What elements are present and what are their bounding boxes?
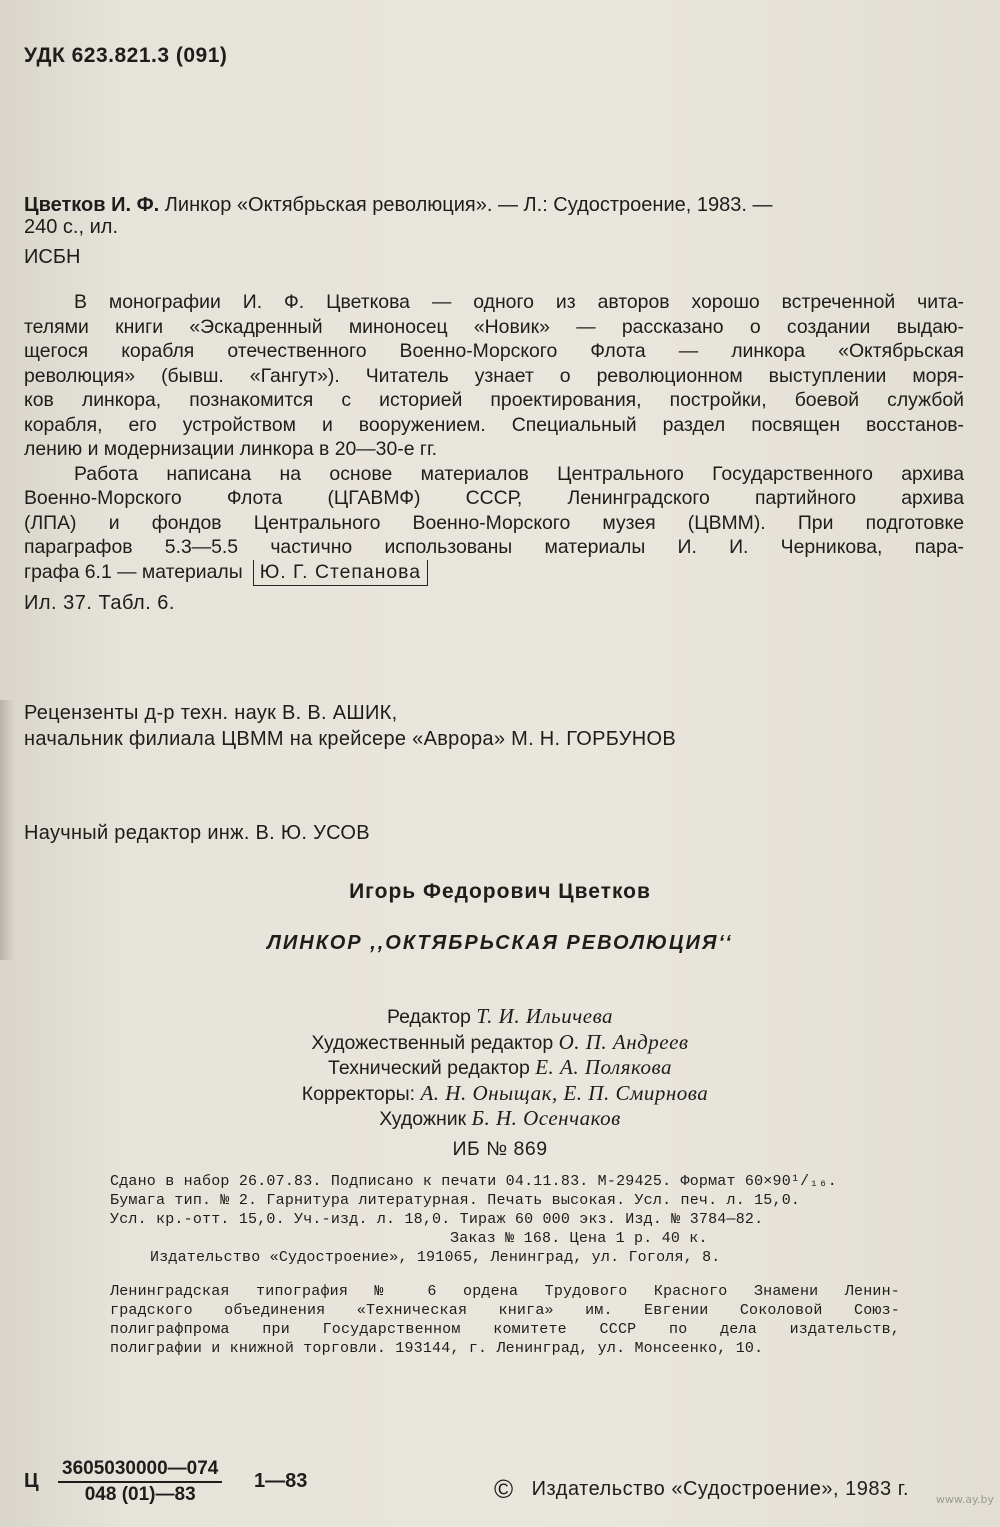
bib-author: Цветков И. Ф. xyxy=(24,194,160,216)
annotation-line: революция» (бывш. «Гангут»). Читатель узнает о революционном выступлении моря- xyxy=(24,364,964,387)
annotation-line: (ЛПА) и фондов Центрального Военно-Морского музея (ЦВММ). При подготовке xyxy=(24,511,964,534)
imprint-line: Заказ № 168. Цена 1 р. 40 к. xyxy=(450,1230,708,1247)
page-edge-shadow xyxy=(0,700,14,960)
printer-line: полиграфпрома при Государственном комитете СССР по дела издательств, xyxy=(110,1321,900,1338)
annotation-line: ков линкора, познакомится с историей проектирования, постройки, боевой службой xyxy=(24,389,964,411)
imprint-line: Издательство «Судостроение», 191065, Ленинград, ул. Гоголя, 8. xyxy=(150,1249,721,1266)
credit-name: О. П. Андреев xyxy=(558,1029,689,1054)
scientific-editor: Научный редактор инж. В. Ю. УСОВ xyxy=(24,822,370,844)
ib-number: ИБ № 869 xyxy=(452,1138,548,1160)
credit-role: Художник xyxy=(379,1108,467,1130)
copyright-icon: © xyxy=(494,1474,514,1504)
reviewers-line-1: Рецензенты д-р техн. наук В. В. АШИК, xyxy=(24,702,398,724)
credit-name: А. Н. Оныщак, Е. П. Смирнова xyxy=(420,1080,709,1105)
annotation-line: Военно-Морского Флота (ЦГАВМФ) СССР, Ленинградского партийного архива xyxy=(24,487,964,509)
printer-line: Ленинградская типография № 6 ордена Трудового Красного Знамени Ленин- xyxy=(110,1283,900,1300)
price-code-suffix: 1—83 xyxy=(254,1470,308,1492)
annotation-line: щегося корабля отечественного Военно-Морского Флота — линкора «Октябрьская xyxy=(24,340,964,362)
udk-code: УДК 623.821.3 (091) xyxy=(24,44,228,67)
credit-name: Б. Н. Осенчаков xyxy=(471,1106,621,1130)
annotation-line: В монографии И. Ф. Цветкова — одного из авторов хорошо встреченной чита- xyxy=(74,291,964,313)
credit-tech-editor xyxy=(0,1055,1000,1081)
credit-artist xyxy=(0,1106,1000,1132)
annotation-last-line xyxy=(24,560,964,587)
imprint-line: Усл. кр.-отт. 15,0. Уч.-изд. л. 18,0. Тираж 60 000 экз. Изд. № 3784—82. xyxy=(110,1211,764,1228)
reviewers-line-2: начальник филиала ЦВММ на крейсере «Аврора» М. Н. ГОРБУНОВ xyxy=(24,728,676,750)
credit-art-editor xyxy=(0,1030,1000,1056)
copyright-line xyxy=(494,1474,909,1505)
credit-role: Корректоры: xyxy=(301,1082,416,1105)
annotation xyxy=(24,290,964,586)
credit-name: Т. И. Ильичева xyxy=(476,1004,614,1028)
imprint xyxy=(110,1172,900,1267)
credit-role: Технический редактор xyxy=(328,1057,530,1079)
imprint-line: Бумага тип. № 2. Гарнитура литературная. Печать высокая. Усл. печ. л. 15,0. xyxy=(110,1192,801,1209)
annotation-line: телями книги «Эскадренный миноносец «Новик» — рассказано о создании выдаю- xyxy=(24,315,964,338)
annotation-last-prefix: графа 6.1 — материалы xyxy=(24,560,243,583)
price-code-denominator: 048 (01)—83 xyxy=(84,1484,196,1505)
bibliographic-record xyxy=(24,194,974,268)
author-full-name: Игорь Федорович Цветков xyxy=(349,880,651,903)
price-code-numerator: 3605030000—074 xyxy=(58,1458,222,1483)
price-code-fraction xyxy=(58,1458,222,1506)
credit-editor xyxy=(0,1004,1000,1030)
annotation-line: лению и модернизации линкора в 20—30-е гг. xyxy=(24,438,438,460)
boxed-name: Ю. Г. Степанова xyxy=(253,560,428,587)
watermark: www.ay.by xyxy=(935,1493,994,1506)
bib-line-2: 240 с., ил. xyxy=(24,216,118,238)
imprint-line: Сдано в набор 26.07.83. Подписано к печати 04.11.83. М-29425. Формат 60×90¹/₁₆. xyxy=(110,1173,837,1190)
credit-name: Е. А. Полякова xyxy=(535,1055,672,1079)
reviewers xyxy=(24,700,676,752)
credit-role: Редактор xyxy=(386,1006,471,1028)
illustrations-count: Ил. 37. Табл. 6. xyxy=(24,592,175,614)
credit-proofreaders xyxy=(0,1081,1000,1107)
credit-role: Художественный редактор xyxy=(311,1031,554,1054)
bib-isbn: ИСБН xyxy=(24,246,81,268)
price-code-prefix: Ц xyxy=(24,1470,39,1492)
printer-line: полиграфии и книжной торговли. 193144, г. Ленинград, ул. Монсеенко, 10. xyxy=(110,1340,764,1357)
bib-title-publisher: Линкор «Октябрьская революция». — Л.: Судостроение, 1983. — xyxy=(164,194,773,216)
annotation-line: Работа написана на основе материалов Центрального Государственного архива xyxy=(74,462,964,485)
bib-line-1 xyxy=(24,194,974,216)
copyright-text: Издательство «Судостроение», 1983 г. xyxy=(531,1478,910,1500)
credits xyxy=(0,1004,1000,1132)
printer-info xyxy=(110,1282,900,1358)
annotation-line: корабля, его устройством и вооружением. Специальный раздел посвящен восстанов- xyxy=(24,413,964,436)
printer-line: градского объединения «Техническая книга» им. Евгении Соколовой Союз- xyxy=(110,1302,900,1319)
annotation-line: параграфов 5.3—5.5 частично использованы материалы И. И. Черникова, пара- xyxy=(24,536,964,558)
book-title: ЛИНКОР ,,ОКТЯБРЬСКАЯ РЕВОЛЮЦИЯ‘‘ xyxy=(267,932,733,954)
